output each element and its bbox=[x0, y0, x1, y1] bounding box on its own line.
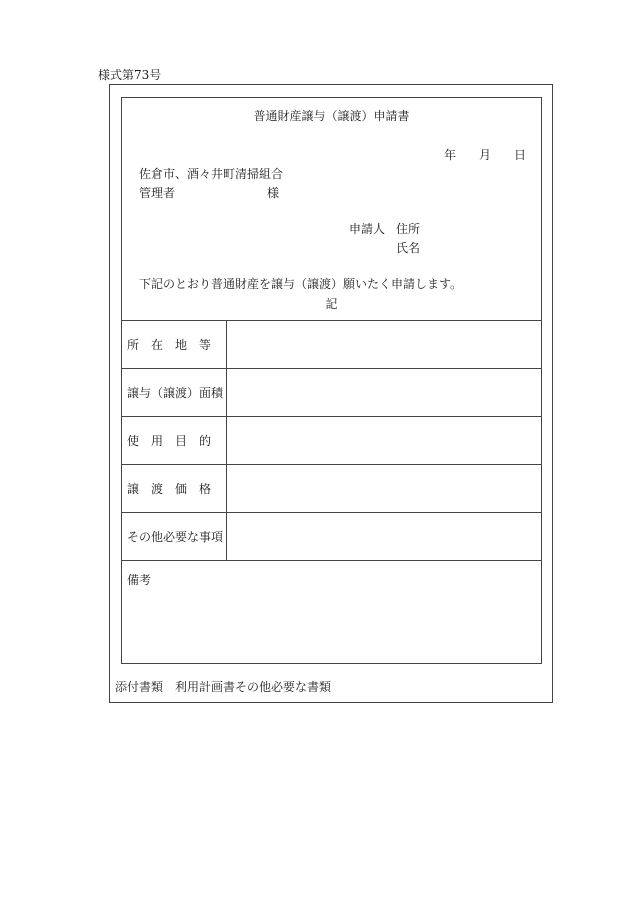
form-title: 普通財産譲与（譲渡）申請書 bbox=[253, 109, 410, 123]
recipient-manager: 管理者 bbox=[139, 186, 176, 200]
request-statement: 下記のとおり普通財産を譲与（譲渡）願いたく申請します。 bbox=[139, 277, 463, 291]
applicant-address-label: 住所 bbox=[396, 222, 421, 236]
row-label-purpose: 使 用 目 的 bbox=[122, 417, 227, 464]
date-month-label: 月 bbox=[479, 148, 492, 162]
date-year-label: 年 bbox=[444, 148, 457, 162]
applicant-name-label: 氏名 bbox=[396, 241, 421, 255]
applicant-label: 申請人 bbox=[349, 222, 386, 236]
recipient-honorific: 様 bbox=[267, 186, 280, 200]
ki-marker: 記 bbox=[325, 297, 338, 311]
attachments-area bbox=[109, 84, 553, 703]
row-label-area: 譲与（譲渡）面積 bbox=[122, 369, 227, 416]
recipient-organization: 佐倉市、酒々井町清掃組合 bbox=[139, 167, 284, 181]
row-label-other: その他必要な事項 bbox=[122, 513, 227, 560]
form-number: 様式第73号 bbox=[98, 68, 162, 82]
date-day-label: 日 bbox=[514, 148, 527, 162]
remarks-label: 備考 bbox=[127, 573, 152, 587]
row-label-location: 所 在 地 等 bbox=[122, 321, 227, 368]
row-label-price: 譲 渡 価 格 bbox=[122, 465, 227, 512]
attachments-note: 添付書類 利用計画書その他必要な書類 bbox=[115, 680, 332, 694]
